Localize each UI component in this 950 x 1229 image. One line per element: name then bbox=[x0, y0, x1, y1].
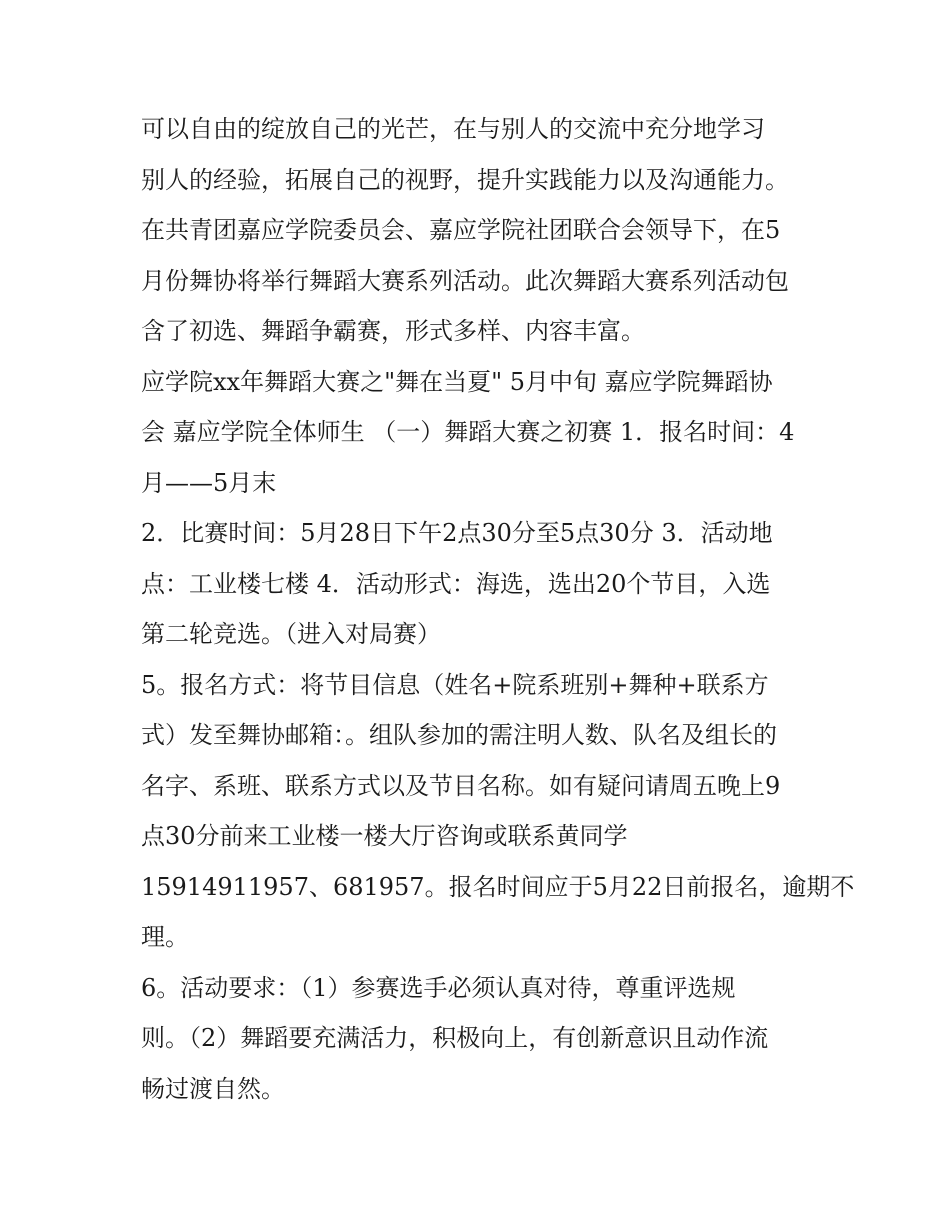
text-line: 第二轮竞选。（进入对局赛） bbox=[141, 620, 441, 648]
text-line: 别人的经验，拓展自己的视野，提升实践能力以及沟通能力。 bbox=[141, 165, 789, 194]
text-line: 月——5月末 bbox=[141, 468, 277, 497]
text-line: 15914911957、681957。报名时间应于5月22日前报名，逾期不 bbox=[141, 872, 855, 901]
text-line: 畅过渡自然。 bbox=[141, 1074, 285, 1103]
text-line: 名字、系班、联系方式以及节目名称。如有疑问请周五晚上9 bbox=[141, 771, 781, 800]
text-line: 则。（2）舞蹈要充满活力，积极向上，有创新意识且动作流 bbox=[141, 1024, 769, 1052]
text-line: 点30分前来工业楼一楼大厅咨询或联系黄同学 bbox=[141, 822, 628, 850]
text-line: 在共青团嘉应学院委员会、嘉应学院社团联合会领导下，在5 bbox=[141, 216, 781, 244]
text-line: 会 嘉应学院全体师生 （一）舞蹈大赛之初赛 1．报名时间：4 bbox=[141, 418, 795, 446]
text-line: 月份舞协将举行舞蹈大赛系列活动。此次舞蹈大赛系列活动包 bbox=[141, 266, 789, 295]
text-line: 含了初选、舞蹈争霸赛，形式多样、内容丰富。 bbox=[141, 317, 645, 345]
text-line: 应学院xx年舞蹈大赛之"舞在当夏" 5月中旬 嘉应学院舞蹈协 bbox=[141, 367, 773, 396]
text-line: 理。 bbox=[141, 923, 189, 951]
text-line: 5。报名方式：将节目信息（姓名+院系班别+舞种+联系方 bbox=[141, 670, 769, 699]
text-line: 式）发至舞协邮箱：。组队参加的需注明人数、队名及组长的 bbox=[141, 721, 777, 749]
document-body bbox=[141, 104, 855, 1114]
text-line: 可以自由的绽放自己的光芒，在与别人的交流中充分地学习 bbox=[141, 115, 765, 143]
text-line: 2．比赛时间：5月28日下午2点30分至5点30分 3．活动地 bbox=[141, 519, 773, 547]
text-line: 6。活动要求：（1）参赛选手必须认真对待，尊重评选规 bbox=[141, 973, 736, 1002]
text-line: 点：工业楼七楼 4．活动形式：海选，选出20个节目，入选 bbox=[141, 569, 771, 598]
